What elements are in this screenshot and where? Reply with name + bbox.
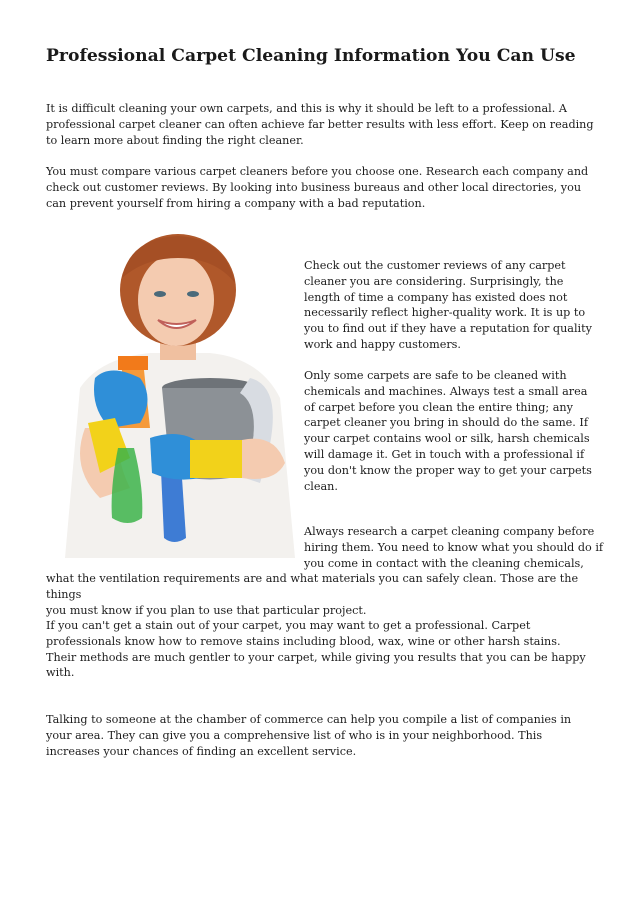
text-line: you must know if you plan to use that particular project. — [46, 603, 367, 617]
paragraph-intro: It is difficult cleaning your own carpets, and this is why it should be left to a professional. A professional carpet cleaner can often achieve far better results with less effort. Keep on reading to learn more about finding the right cleaner. — [46, 102, 594, 147]
text-line: Always research a carpet cleaning company before — [304, 525, 595, 538]
cleaning-woman-photo — [60, 228, 300, 558]
paragraph-chamber-of-commerce: Talking to someone at the chamber of commerce can help you compile a list of companies in your area. They can give you a comprehensive list of who is in your neighborhood. This increases your chances of finding an excellent service. — [46, 713, 572, 758]
paragraph-research-company-full — [46, 571, 606, 618]
text-line: hiring them. You need to know what you should do if — [304, 540, 604, 554]
page-title: Professional Carpet Cleaning Information You Can Use — [46, 46, 576, 66]
paragraph-research-company-col — [304, 524, 604, 571]
paragraph-reviews: Check out the customer reviews of any carpet cleaner you are considering. Surprisingly, the length of time a company has existed does not necessarily reflect higher-quality work. It is up to you to find out if they have a reputation for quality work and happy customers. — [304, 259, 592, 351]
paragraph-safe-carpets: Only some carpets are safe to be cleaned with chemicals and machines. Always test a small area of carpet before you clean the entire thing; any carpet cleaner you bring in should do the same. If your carpet contains wool or silk, harsh chemicals will damage it. Get in touch with a professional if you don't know the proper way to get your carpets clean. — [304, 369, 592, 493]
paragraph-stains: If you can't get a stain out of your carpet, you may want to get a professional. Carpet professionals know how to remove stains including blood, wax, wine or other harsh stains. Their methods are much gentler to your carpet, while giving you results that you can be happy with. — [46, 619, 586, 680]
paragraph-compare-cleaners: You must compare various carpet cleaners before you choose one. Research each company and check out customer reviews. By looking into business bureaus and other local directories, you can prevent yourself from hiring a company with a bad reputation. — [46, 165, 589, 210]
text-line: you come in contact with the cleaning chemicals, — [304, 556, 584, 570]
text-line: what the ventilation requirements are and what materials you can safely clean. Those are the things — [46, 572, 579, 601]
